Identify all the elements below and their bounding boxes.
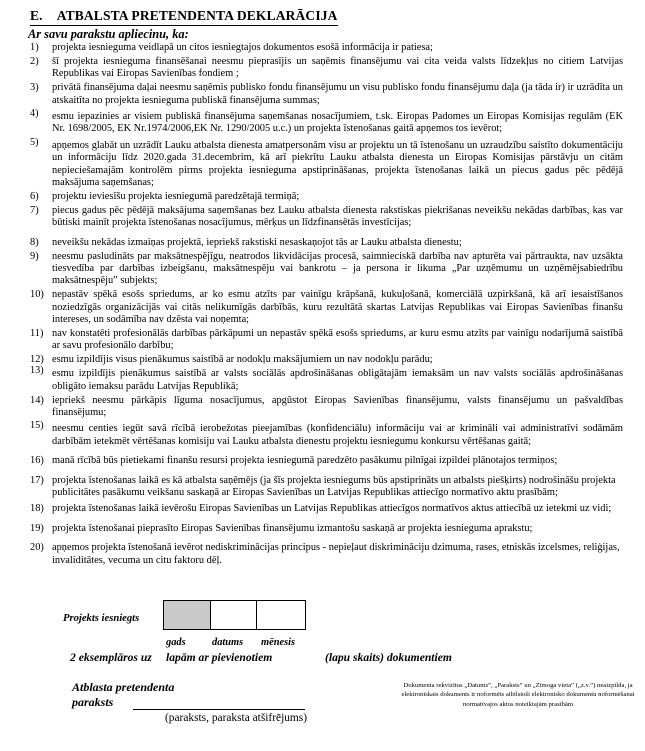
- clause-number: 6): [30, 190, 39, 202]
- month-caption: mēnesis: [261, 637, 296, 648]
- clause-text: apņemos projekta īstenošanā ievērot nediskriminācijas principus - nepieļaut diskrimināciju dzimuma, rases, etniskās izcelsmes, reliģijas, invaliditātes, vecuma un citu faktoru dēļ.: [52, 542, 620, 566]
- clause-item: [0, 42, 645, 54]
- clause-item: [0, 251, 645, 288]
- section-letter: E.: [30, 8, 43, 23]
- clause-number: 9): [30, 250, 39, 262]
- submission-date-boxes: [163, 600, 306, 630]
- clause-text: privātā finansējuma daļai neesmu saņēmis publisko fondu finansējumu un visu publisko fondu finansējumu daļa (ja tāda ir) ir uzrādīta un atskaitīta no projekta iesnieguma publiskā finansējuma summas;: [52, 82, 623, 106]
- clause-item: [0, 289, 645, 326]
- month-field[interactable]: [257, 601, 305, 629]
- signature-input-line[interactable]: [133, 709, 305, 710]
- year-field[interactable]: [164, 601, 211, 629]
- year-caption: gads: [166, 637, 186, 648]
- clause-number: 11): [30, 328, 44, 340]
- clause-list: [0, 42, 645, 569]
- clause-number: 12): [30, 354, 44, 366]
- clause-text: projekta īstenošanai pieprasīto Eiropas Savienības finansējumu izmantošu saskaņā ar projekta iesnieguma aprakstu;: [52, 522, 533, 534]
- clause-text: nav konstatēti profesionālās darbības pārkāpumi un nepastāv spēkā esošs spriedums, ar kuru esmu atzīts par vainīgu nodarījumā saistībā ar savu profesionālo darbību;: [52, 328, 623, 352]
- clause-number: 5): [30, 136, 39, 148]
- clause-item: [0, 455, 645, 467]
- clause-text: esmu iepazinies ar visiem publiskā finansējuma saņemšanas nosacījumiem, t.sk. Eiropas Padomes un Eiropas Komisijas regulām (EK Nr. 1698/2005, EK Nr.1974/2006,EK Nr. 1290/2005 u.c.) un projekta īstenošanas gaitā apņemos tos ievērot;: [52, 111, 623, 135]
- clause-text: apņemos glabāt un uzrādīt Lauku atbalsta dienesta amatpersonām visu ar projektu un tā īstenošanu un uzraudzību saistīto dokumentāciju un informāciju līdz 2020.gada 31.decembrim, kā arī piekrītu Lauku atbalsta dienesta un Eiropas Komisijas pārstāvju un citām nepieciešamajām kontrolēm pirms projekta iesnieguma apstiprināšanas, projekta īstenošanas laikā un piecus gadus pēc pēdējā maksājuma saņemšanas;: [52, 139, 623, 189]
- clause-number: 13): [30, 365, 44, 377]
- day-caption: datums: [212, 637, 244, 648]
- clause-text: projekta iesnieguma veidlapā un citos iesniegtajos dokumentos esošā informācija ir patiesa;: [52, 42, 433, 53]
- clause-text: šī projekta iesnieguma finansēšanai neesmu pieprasījis un saņēmis finansējumu vai cita veida valsts līdzekļus no citiem Latvijas Republikas vai Eiropas Savienības fondiem ;: [52, 55, 623, 80]
- electronic-document-note: Dokumenta rekvizītus „Datums”, „Paraksts” un „Zīmoga vieta” („z.v.”) neaizpilda, ja elektroniskais dokuments ir noformēts atbilstoši elektronisko dokumentu noformēšanai normatīvajos aktos noteiktajām prasībām: [401, 682, 635, 708]
- clause-number: 19): [30, 522, 44, 534]
- clause-text: neveikšu nekādas izmaiņas projektā, iepriekš rakstiski nesaskaņojot tās ar Lauku atbalsta dienestu;: [52, 236, 462, 248]
- clause-item: [0, 542, 645, 567]
- clause-item: [0, 191, 645, 203]
- clause-number: 8): [30, 236, 39, 248]
- copies-count-label: 2 eksemplāros uz: [70, 651, 152, 664]
- submission-label: Projekts iesniegts: [63, 613, 140, 624]
- clause-number: 2): [30, 55, 39, 67]
- clause-number: 3): [30, 82, 39, 94]
- clause-text: esmu izpildījis visus pienākumus saistībā ar nodokļu maksājumiem un nav nodokļu parādu;: [52, 354, 433, 366]
- clause-text: iepriekš neesmu pārkāpis līguma nosacījumus, apgūstot Eiropas Savienības finansējumu, valsts finansējumu un pašvaldības finansējumu;: [52, 394, 623, 418]
- clause-number: 1): [30, 42, 39, 53]
- clause-number: 7): [30, 204, 39, 216]
- clause-item: [0, 237, 645, 249]
- clause-text: projektu ieviesīšu projekta iesniegumā paredzētajā termiņā;: [52, 190, 300, 202]
- clause-item: [0, 108, 645, 136]
- copies-row: [0, 651, 645, 669]
- clause-number: 15): [30, 420, 44, 432]
- clause-text: esmu izpildījis pienākumus saistībā ar valsts sociālās apdrošināšanas obligātajām iemaksām un nav valsts sociālās apdrošināšanas obligāto iemaksu parādu Latvijas Republikā;: [52, 368, 623, 392]
- page-title: [30, 8, 338, 26]
- documents-label: (lapu skaits) dokumentiem: [325, 651, 452, 664]
- title-text: ATBALSTA PRETENDENTA DEKLARĀCIJA: [56, 8, 338, 23]
- submission-row: [0, 598, 645, 638]
- day-field[interactable]: [211, 601, 257, 629]
- clause-text: neesmu pasludināts par maksātnespējīgu, neatrodos likvidācijas procesā, saimnieciskā darbība nav apturēta vai pārtraukta, nav uzsākta tiesvedība par darbības izbeigšanu, maksātnespēju vai bankrotu – ja persona ir likuma „Par uzņēmumu un uzņēmējsabiedrību maksātnespēju” subjekts;: [52, 250, 623, 287]
- clause-item: [0, 205, 645, 230]
- clause-item: [0, 354, 645, 366]
- pages-label: lapām ar pievienotiem: [166, 651, 273, 664]
- clause-number: 20): [30, 542, 44, 554]
- clause-item: [0, 475, 645, 500]
- clause-item: [0, 523, 645, 535]
- signature-label-line1: Atblasta pretendenta: [72, 680, 175, 694]
- clause-number: 14): [30, 394, 44, 406]
- submission-box-captions: [0, 637, 645, 651]
- clause-item: [0, 365, 645, 393]
- clause-text: projekta īstenošanas laikā ievērošu Eiropas Savienības un Latvijas Republikas attiecīgos normatīvos aktus attiecībā uz ietekmi uz vidi;: [52, 503, 612, 515]
- clause-item: [0, 395, 645, 420]
- clause-item: [0, 82, 645, 107]
- clause-text: neesmu centies iegūt savā rīcībā ierobežotas pieejamības (konfidenciālu) informāciju vai ar krimināli vai administratīvi sodāmām darbībām ietekmēt vērtēšanas komisiju vai Lauku atbalsta dienestu projektu iesniegumu konkursu vērtēšanas gaitā;: [52, 423, 623, 447]
- clause-item: [0, 328, 645, 353]
- clause-text: manā rīcībā būs pietiekami finanšu resursi projekta iesniegumā paredzēto pasākumu pilnīgai izpildei plānotajos termiņos;: [52, 455, 558, 467]
- signature-label-line2: paraksts: [72, 695, 114, 709]
- clause-text: nepastāv spēkā esošs spriedums, ar ko esmu atzīts par vainīgu krāpšanā, kukuļošanā, komerciālā uzpirkšanā, kā arī iesaistīšanos noziedzīgās organizācijās vai citās nelikumīgās darbībās, kuru rezultātā skartas Latvijas Republikas vai Eiropas Savienības finanšu intereses, un sodāmība nav dzēsta vai noņemta;: [52, 289, 623, 326]
- clause-item: [0, 56, 645, 81]
- clause-number: 4): [30, 108, 39, 120]
- clause-text: piecus gadus pēc pēdējā maksājuma saņemšanas bez Lauku atbalsta dienesta rakstiskas piekrišanas neveikšu nekādas darbības, kas var būtiski mainīt projekta īstenošanas nosacījumus, mērķus un līdzfinansētās investīcijas;: [52, 204, 623, 229]
- clause-number: 16): [30, 455, 44, 467]
- clause-number: 10): [30, 289, 44, 301]
- clause-item: [0, 136, 645, 190]
- clause-number: 17): [30, 474, 44, 486]
- clause-item: [0, 503, 645, 515]
- clause-text: projekta īstenošanas laikā es kā atbalsta saņēmējs (ja šīs projekta iesniegums būs apstiprināts un atbalsts piešķirts) nodrošināšu projekta publicitātes pasākumu veikšanu saskaņā ar Eiropas Savienības un Latvijas Republikas attiecīgo normatīvo aktu prasībām;: [52, 474, 616, 498]
- clause-item: [0, 420, 645, 448]
- clause-number: 18): [30, 503, 44, 515]
- declaration-subtitle: Ar savu parakstu apliecinu, ka:: [28, 27, 189, 41]
- signature-caption: (paraksts, paraksta atšifrējums): [165, 712, 308, 724]
